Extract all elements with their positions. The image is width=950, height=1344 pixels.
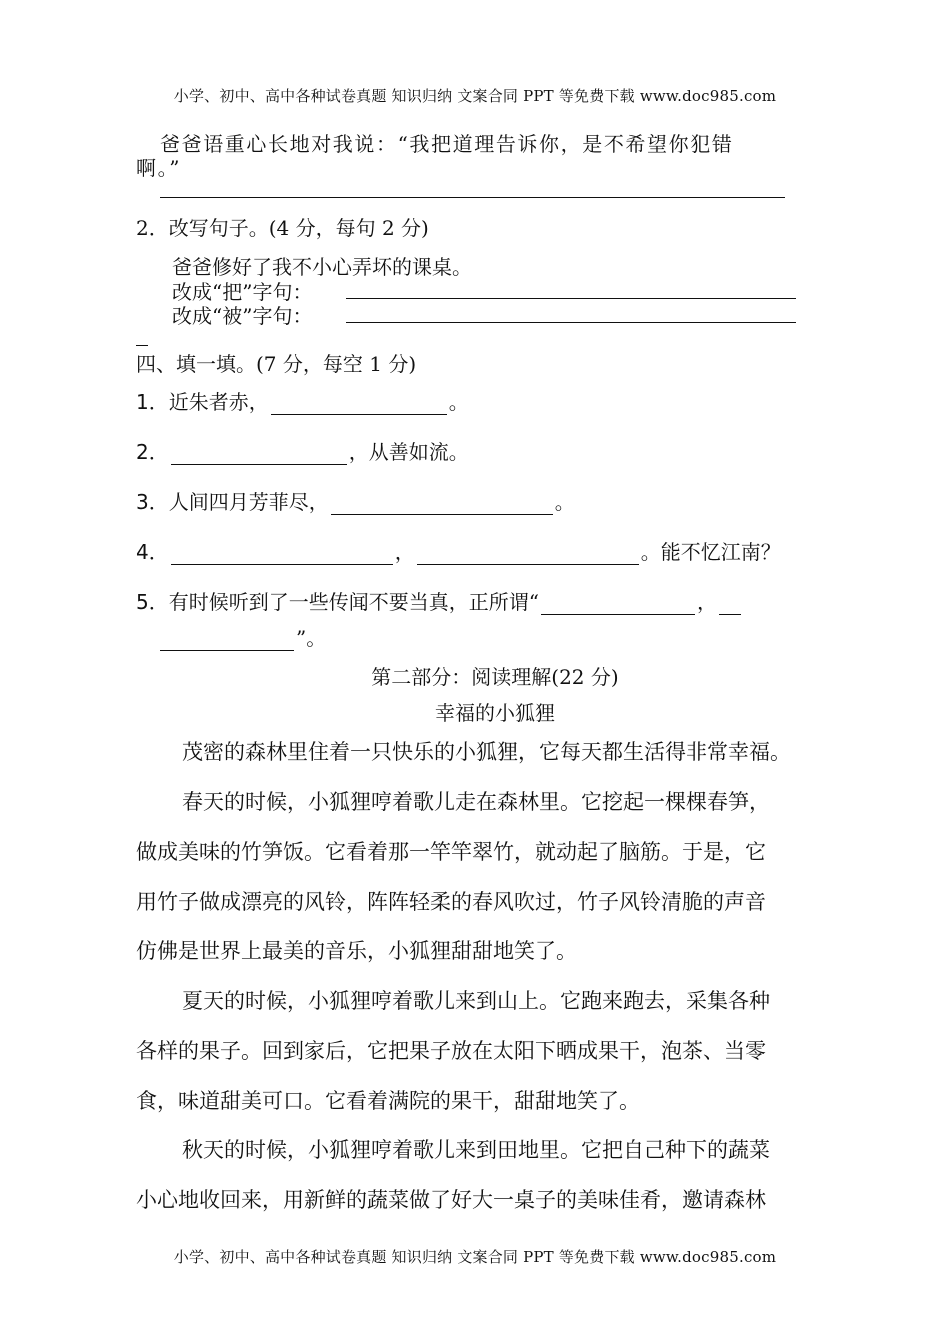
fill-item-text: ， <box>696 590 717 614</box>
q2-sentence: 爸爸修好了我不小心弄坏的课桌。 <box>172 255 472 279</box>
fill-item-number: 2． <box>136 440 169 464</box>
fill-blank[interactable] <box>719 592 741 615</box>
prev-question-line1: 爸爸语重心长地对我说：“我把道理告诉你，是不希望你犯错 <box>160 132 734 156</box>
page-footer: 小学、初中、高中各种试卷真题 知识归纳 文案合同 PPT 等免费下载 www.doc985.com <box>173 1248 777 1266</box>
fill-item-number: 3． <box>136 490 169 514</box>
fill-item-text: ，从善如流。 <box>348 440 469 464</box>
prev-question-line2: 啊。” <box>136 156 182 180</box>
fill-blank[interactable] <box>331 492 553 515</box>
fill-item-number: 1． <box>136 390 169 414</box>
fill-item-1 <box>136 386 469 415</box>
part2-title: 第二部分：阅读理解(22 分) <box>371 665 619 689</box>
fill-blank[interactable] <box>417 542 639 565</box>
story-title: 幸福的小狐狸 <box>435 701 555 725</box>
fill-item-number: 5． <box>136 590 169 614</box>
fill-item-text: 人间四月芳菲尽， <box>168 490 329 514</box>
answer-line-prev[interactable] <box>160 197 785 198</box>
story-line-7: 各样的果子。回到家后，它把果子放在太阳下晒成果干，泡茶、当零 <box>136 1039 766 1063</box>
fill-blank[interactable] <box>171 442 347 465</box>
q2-ba-label: 改成“把”字句： <box>172 280 313 304</box>
section4-mark <box>136 345 148 346</box>
story-line-10: 小心地收回来，用新鲜的蔬菜做了好大一桌子的美味佳肴，邀请森林 <box>136 1188 766 1212</box>
fill-item-text: ， <box>394 540 415 564</box>
fill-item-2 <box>136 436 469 465</box>
fill-item-text: ”。 <box>296 626 327 650</box>
fill-item-5 <box>136 586 743 615</box>
story-line-1: 茂密的森林里住着一只快乐的小狐狸，它每天都生活得非常幸福。 <box>182 740 791 764</box>
story-line-9: 秋天的时候，小狐狸哼着歌儿来到田地里。它把自己种下的蔬菜 <box>182 1138 770 1162</box>
fill-blank[interactable] <box>541 592 695 615</box>
fill-item-text: 。 <box>448 390 469 414</box>
fill-item-text: 近朱者赤， <box>168 390 269 414</box>
story-line-3: 做成美味的竹笋饭。它看着那一竿竿翠竹，就动起了脑筋。于是，它 <box>136 840 766 864</box>
fill-item-text: 。 <box>554 490 575 514</box>
section4-title: 四、填一填。(7 分，每空 1 分) <box>136 352 417 376</box>
q2-ba-answer-line[interactable] <box>346 298 796 299</box>
fill-blank[interactable] <box>160 628 294 651</box>
story-line-4: 用竹子做成漂亮的风铃，阵阵轻柔的春风吹过，竹子风铃清脆的声音 <box>136 890 766 914</box>
q2-title-full: 2．改写句子。(4 分，每句 2 分) <box>136 212 429 241</box>
fill-item-3 <box>136 486 575 515</box>
q2-bei-answer-line[interactable] <box>346 322 796 323</box>
q2-bei-label: 改成“被”字句： <box>172 304 313 328</box>
fill-item-text: 。能不忆江南？ <box>640 540 781 564</box>
story-line-6: 夏天的时候，小狐狸哼着歌儿来到山上。它跑来跑去，采集各种 <box>182 989 770 1013</box>
story-line-2: 春天的时候，小狐狸哼着歌儿走在森林里。它挖起一棵棵春笋， <box>182 790 770 814</box>
fill-item-number: 4． <box>136 540 169 564</box>
story-line-8: 食，味道甜美可口。它看着满院的果干，甜甜地笑了。 <box>136 1089 640 1113</box>
story-line-5: 仿佛是世界上最美的音乐，小狐狸甜甜地笑了。 <box>136 939 577 963</box>
fill-blank[interactable] <box>171 542 393 565</box>
fill-item-4 <box>136 536 781 565</box>
fill-blank[interactable] <box>271 392 447 415</box>
fill-item-5-cont <box>158 622 326 651</box>
fill-item-text: 有时候听到了一些传闻不要当真，正所谓“ <box>168 590 539 614</box>
page-header: 小学、初中、高中各种试卷真题 知识归纳 文案合同 PPT 等免费下载 www.doc985.com <box>173 87 777 105</box>
